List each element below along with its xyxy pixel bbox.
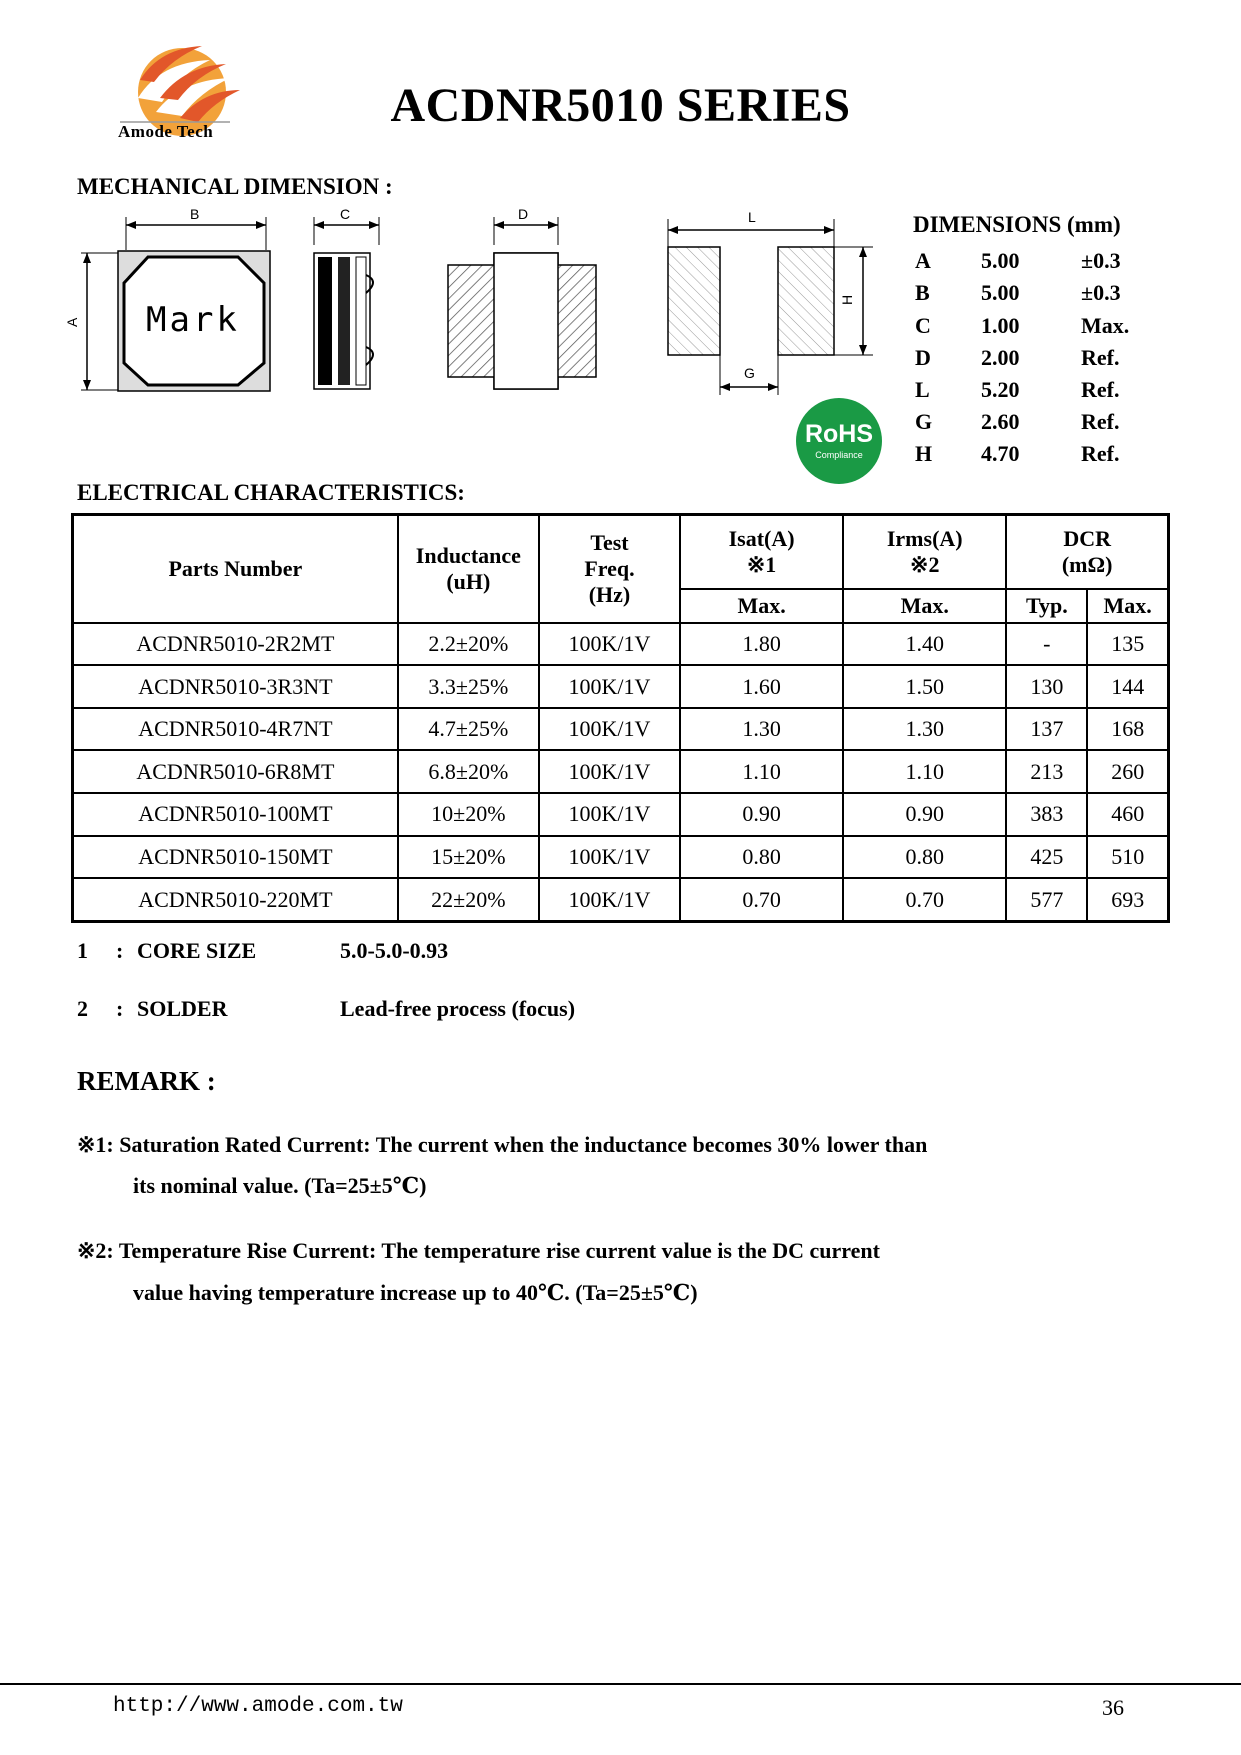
cell-dcr-typ: - [1006,623,1087,666]
header-dcr: DCR (mΩ) [1006,515,1168,590]
cell-isat: 0.70 [680,878,843,921]
subheader-isat-max: Max. [680,589,843,622]
dimension-key: D [915,345,931,370]
header-parts-number: Parts Number [73,515,398,623]
cell-dcr-typ: 425 [1006,836,1087,879]
cell-freq: 100K/1V [539,750,680,793]
dimension-tolerance: Max. [1081,313,1130,338]
label-a: A [64,317,80,327]
cell-dcr-max: 135 [1087,623,1168,666]
rohs-label: RoHS [804,420,874,448]
cell-part: ACDNR5010-2R2MT [73,623,398,666]
dimension-key: G [915,409,933,434]
rohs-sub: Compliance [815,450,863,460]
cell-irms: 0.80 [843,836,1006,879]
table-row [73,623,1169,666]
cell-part: ACDNR5010-4R7NT [73,708,398,751]
cell-irms: 1.10 [843,750,1006,793]
table-row [73,793,1169,836]
cell-dcr-typ: 383 [1006,793,1087,836]
cell-dcr-typ: 130 [1006,665,1087,708]
dimension-row [915,409,1135,439]
note-value: 5.0-5.0-0.93 [340,938,449,963]
cell-inductance: 22±20% [398,878,539,921]
cell-dcr-max: 460 [1087,793,1168,836]
cell-freq: 100K/1V [539,708,680,751]
cell-freq: 100K/1V [539,793,680,836]
remark-1-line-2: its nominal value. (Ta=25±5℃) [133,1173,427,1198]
mark-text: Mark [146,300,240,340]
cell-dcr-typ: 577 [1006,878,1087,921]
logo-text: Amode Tech [118,122,214,141]
dimensions-title: DIMENSIONS (mm) [913,212,1121,237]
subheader-dcr-typ: Typ. [1006,589,1087,622]
table-row [73,665,1169,708]
dimension-row [915,377,1135,407]
dimension-value: 5.00 [981,248,1020,273]
mechanical-drawing [64,205,878,410]
dimension-key: C [915,313,931,338]
remark-2-line-1: ※2: Temperature Rise Current: The temperature rise current value is the DC current [77,1238,880,1263]
label-h: H [839,294,855,305]
cell-freq: 100K/1V [539,836,680,879]
cell-irms: 1.50 [843,665,1006,708]
cell-part: ACDNR5010-6R8MT [73,750,398,793]
dimension-value: 5.20 [981,377,1020,402]
dimension-tolerance: Ref. [1081,409,1120,434]
subheader-irms-max: Max. [843,589,1006,622]
cell-irms: 1.30 [843,708,1006,751]
remark-1-line-1: ※1: Saturation Rated Current: The current when the inductance becomes 30% lower than [77,1132,928,1157]
cell-freq: 100K/1V [539,623,680,666]
footer-url[interactable]: http://www.amode.com.tw [113,1695,403,1718]
cell-part: ACDNR5010-150MT [73,836,398,879]
cell-inductance: 4.7±25% [398,708,539,751]
note-separator: : [116,938,124,963]
cell-dcr-max: 168 [1087,708,1168,751]
dimension-tolerance: Ref. [1081,377,1120,402]
dimension-row [915,313,1135,343]
label-g: G [744,365,755,381]
footer-divider [0,1683,1241,1685]
dimension-row [915,441,1135,471]
header-inductance: Inductance (uH) [398,515,539,623]
cell-part: ACDNR5010-220MT [73,878,398,921]
dimension-tolerance: ±0.3 [1081,248,1121,273]
cell-dcr-max: 510 [1087,836,1168,879]
table-row [73,708,1169,751]
note-value: Lead-free process (focus) [340,996,576,1021]
cell-inductance: 2.2±20% [398,623,539,666]
cell-dcr-max: 693 [1087,878,1168,921]
dimension-tolerance: ±0.3 [1081,280,1121,305]
subheader-dcr-max: Max. [1087,589,1168,622]
label-b: B [190,206,200,222]
cell-irms: 0.70 [843,878,1006,921]
electrical-table [71,513,1170,923]
dimension-row [915,345,1135,375]
cell-part: ACDNR5010-100MT [73,793,398,836]
cell-part: ACDNR5010-3R3NT [73,665,398,708]
table-row [73,750,1169,793]
cell-isat: 1.10 [680,750,843,793]
land-pattern-drawing [668,209,873,395]
cell-isat: 0.80 [680,836,843,879]
header-test-freq: Test Freq. (Hz) [539,515,680,623]
cell-isat: 1.60 [680,665,843,708]
cell-inductance: 10±20% [398,793,539,836]
cell-isat: 1.80 [680,623,843,666]
dimension-value: 2.60 [981,409,1020,434]
cell-dcr-typ: 213 [1006,750,1087,793]
dimension-value: 2.00 [981,345,1020,370]
front-view-drawing [448,206,596,389]
mechanical-heading: MECHANICAL DIMENSION : [77,174,393,199]
dimension-tolerance: Ref. [1081,345,1120,370]
cell-dcr-max: 260 [1087,750,1168,793]
rohs-badge [796,398,882,484]
cell-irms: 1.40 [843,623,1006,666]
remark-heading: REMARK : [77,1066,216,1096]
header-isat: Isat(A) ※1 [680,515,843,590]
note-label: SOLDER [137,996,228,1021]
note-label: CORE SIZE [137,938,257,963]
dimension-value: 4.70 [981,441,1020,466]
dimension-key: H [915,441,933,466]
dimension-row [915,280,1135,310]
side-view-drawing [314,206,379,389]
electrical-heading: ELECTRICAL CHARACTERISTICS: [77,480,465,505]
table-header-row [73,515,1169,590]
cell-freq: 100K/1V [539,878,680,921]
label-c: C [340,206,351,222]
cell-dcr-max: 144 [1087,665,1168,708]
note-number: 2 [77,996,88,1021]
header-irms: Irms(A) ※2 [843,515,1006,590]
dimension-row [915,248,1135,278]
remark-2-line-2: value having temperature increase up to 40℃. (Ta=25±5℃) [133,1280,698,1305]
cell-isat: 1.30 [680,708,843,751]
dimension-key: L [915,377,930,402]
dimension-value: 1.00 [981,313,1020,338]
cell-inductance: 6.8±20% [398,750,539,793]
cell-dcr-typ: 137 [1006,708,1087,751]
cell-irms: 0.90 [843,793,1006,836]
dimension-tolerance: Ref. [1081,441,1120,466]
page-title: ACDNR5010 SERIES [390,79,851,132]
label-d: D [518,206,529,222]
cell-freq: 100K/1V [539,665,680,708]
cell-inductance: 3.3±25% [398,665,539,708]
note-number: 1 [77,938,88,963]
table-row [73,878,1169,921]
cell-isat: 0.90 [680,793,843,836]
cell-inductance: 15±20% [398,836,539,879]
top-view-drawing [64,206,270,391]
dimension-key: B [915,280,930,305]
table-row [73,836,1169,879]
dimension-key: A [915,248,931,273]
dimension-value: 5.00 [981,280,1020,305]
note-separator: : [116,996,124,1021]
label-l: L [748,209,756,225]
page-number: 36 [1102,1695,1124,1720]
